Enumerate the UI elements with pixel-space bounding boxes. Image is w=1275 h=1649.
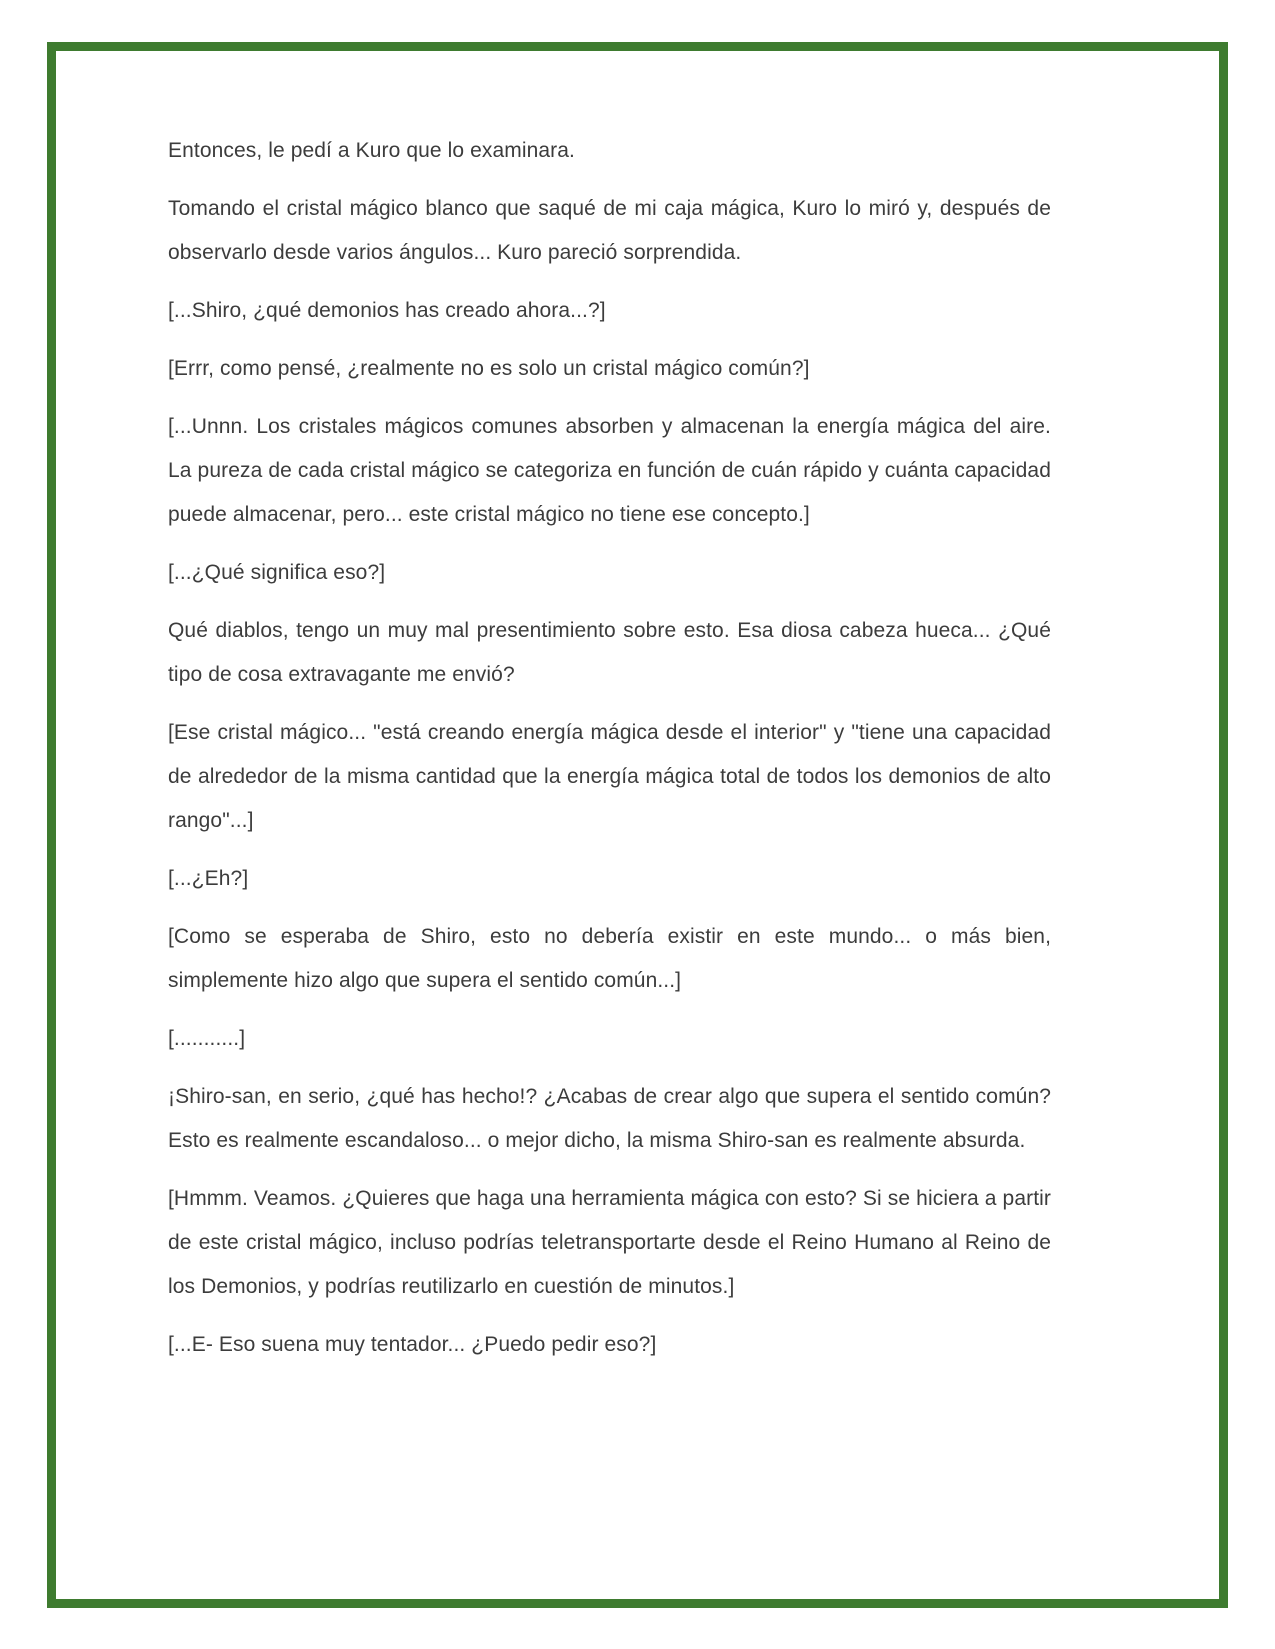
paragraph: Tomando el cristal mágico blanco que saqué de mi caja mágica, Kuro lo miró y, después de observarlo desde varios ángulos... Kuro pareció sorprendida. [168, 197, 1051, 264]
paragraph: [Hmmm. Veamos. ¿Quieres que haga una herramienta mágica con esto? Si se hiciera a partir de este cristal mágico, incluso podrías teletransportarte desde el Reino Humano al Reino de los Demonios, y podrías reutilizarlo en cuestión de minutos.] [168, 1187, 1051, 1298]
paragraph: [...¿Qué significa eso?] [168, 561, 386, 584]
page-frame [47, 42, 1228, 1608]
paragraph: Entonces, le pedí a Kuro que lo examinara. [168, 139, 575, 162]
paragraph: [...........] [168, 1027, 246, 1050]
paragraph: Qué diablos, tengo un muy mal presentimiento sobre esto. Esa diosa cabeza hueca... ¿Qué tipo de cosa extravagante me envió? [168, 619, 1051, 686]
paragraph: [Como se esperaba de Shiro, esto no debería existir en este mundo... o más bien, simplemente hizo algo que supera el sentido común...] [168, 925, 1051, 992]
paragraph: ¡Shiro-san, en serio, ¿qué has hecho!? ¿Acabas de crear algo que supera el sentido común? Esto es realmente escandaloso... o mejor dicho, la misma Shiro-san es realmente absurda. [168, 1085, 1051, 1152]
document-body [56, 51, 1219, 1599]
paragraph: [...Unnn. Los cristales mágicos comunes absorben y almacenan la energía mágica del aire. La pureza de cada cristal mágico se categoriza en función de cuán rápido y cuánta capacidad puede almacenar, pero... este cristal mágico no tiene ese concepto.] [168, 415, 1051, 526]
paragraph: [Ese cristal mágico... "está creando energía mágica desde el interior" y "tiene una capacidad de alrededor de la misma cantidad que la energía mágica total de todos los demonios de alto rango"...] [168, 721, 1051, 832]
paragraph: [...Shiro, ¿qué demonios has creado ahora...?] [168, 299, 606, 322]
paragraph: [...¿Eh?] [168, 867, 249, 890]
paragraph: [...E- Eso suena muy tentador... ¿Puedo pedir eso?] [168, 1333, 657, 1356]
paragraph: [Errr, como pensé, ¿realmente no es solo un cristal mágico común?] [168, 357, 810, 380]
